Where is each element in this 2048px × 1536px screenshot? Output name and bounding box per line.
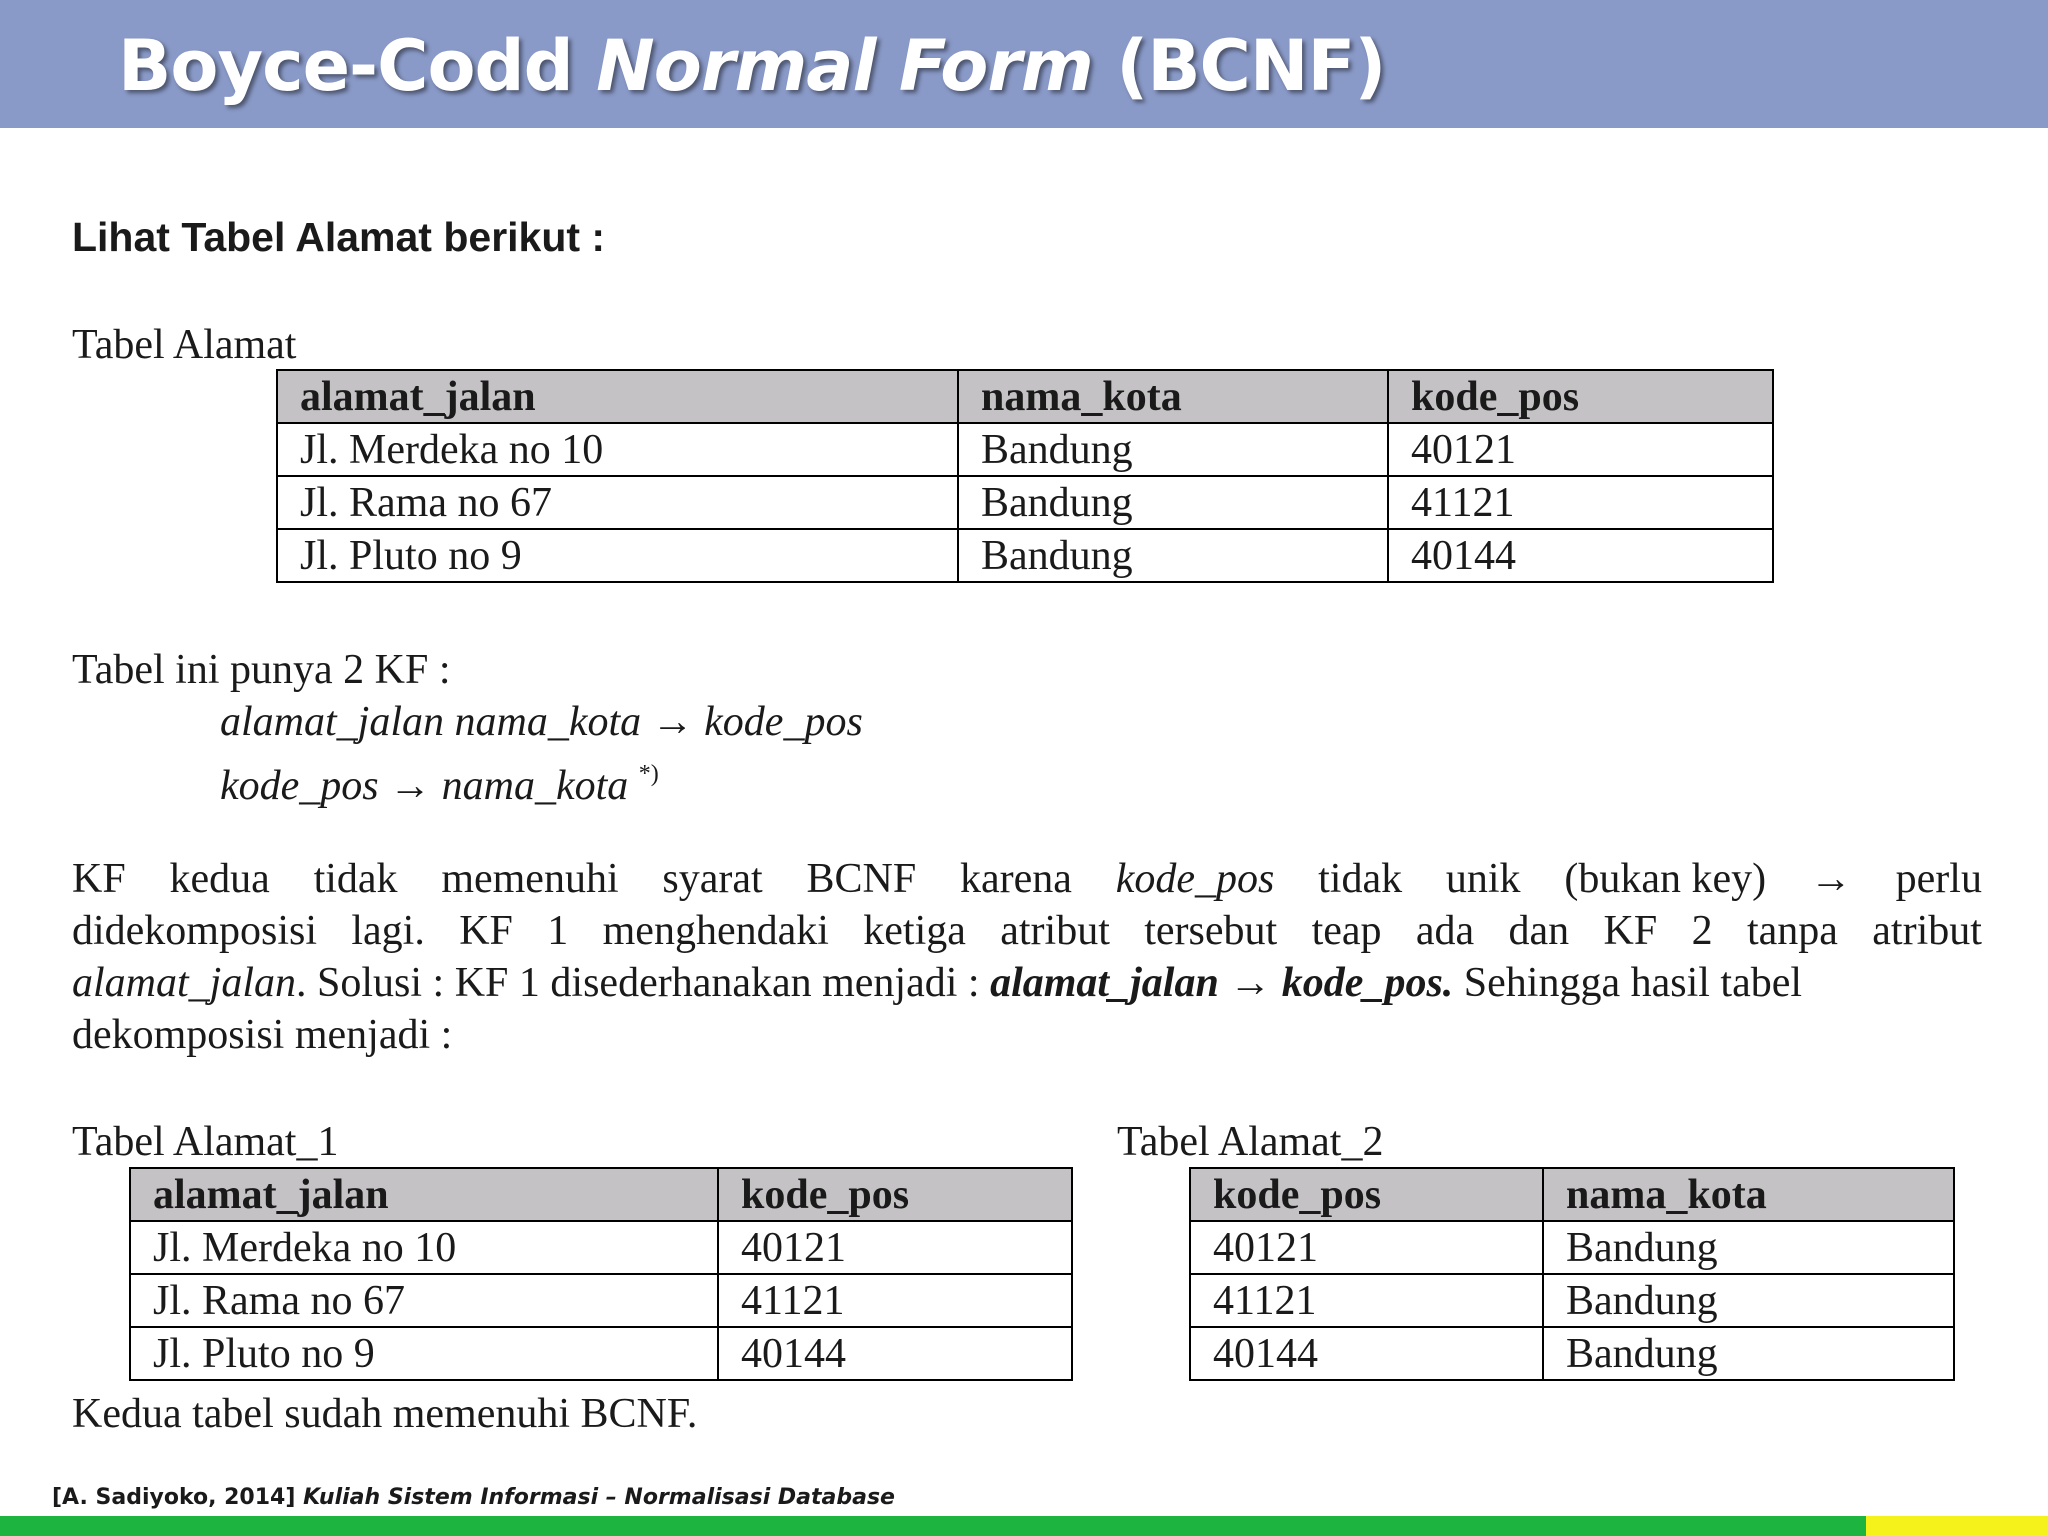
table-alamat-caption: Tabel Alamat xyxy=(72,322,297,368)
table-cell: Jl. Merdeka no 10 xyxy=(277,423,958,476)
word: KF xyxy=(459,908,513,954)
fd-intro: Tabel ini punya 2 KF : xyxy=(72,647,451,693)
arrow-icon: → xyxy=(1809,856,1852,902)
title-italic: Normal Form xyxy=(596,25,1093,107)
fd2-rhs: nama_kota xyxy=(441,763,629,809)
table-header-row xyxy=(1190,1168,1954,1221)
table-alamat-2 xyxy=(1189,1167,1955,1381)
footer-citation xyxy=(52,1483,895,1513)
word: menghendaki xyxy=(602,908,829,954)
table-cell: 40121 xyxy=(1190,1221,1543,1274)
title-part2: (BCNF) xyxy=(1092,25,1386,107)
explanation-line-4: dekomposisi menjadi : xyxy=(72,1012,453,1058)
bold-term: alamat_jalan xyxy=(990,960,1219,1006)
word: KF xyxy=(72,856,126,902)
table-cell: Bandung xyxy=(1543,1221,1954,1274)
word: syarat xyxy=(662,856,763,902)
table-row xyxy=(277,476,1773,529)
word: tidak xyxy=(1318,856,1403,902)
functional-dependency-2 xyxy=(220,748,659,812)
table-alamat-1-caption: Tabel Alamat_1 xyxy=(72,1119,339,1165)
table-cell: 41121 xyxy=(1190,1274,1543,1327)
word: lagi. xyxy=(351,908,425,954)
table-cell: 41121 xyxy=(1388,476,1773,529)
column-header: nama_kota xyxy=(958,370,1388,423)
table-cell: Bandung xyxy=(958,476,1388,529)
column-header: alamat_jalan xyxy=(277,370,958,423)
table-cell: Jl. Pluto no 9 xyxy=(277,529,958,582)
text: . Solusi : KF 1 disederhanakan menjadi : xyxy=(296,960,991,1006)
table-cell: Jl. Rama no 67 xyxy=(277,476,958,529)
column-header: kode_pos xyxy=(1388,370,1773,423)
table-header-row xyxy=(277,370,1773,423)
table-row xyxy=(130,1221,1072,1274)
table-cell: 41121 xyxy=(718,1274,1072,1327)
word: perlu xyxy=(1895,856,1982,902)
explanation-line-3 xyxy=(72,957,1982,1009)
footnote-marker: *) xyxy=(638,761,659,787)
table-cell: Bandung xyxy=(958,423,1388,476)
table-row xyxy=(1190,1327,1954,1380)
table-row xyxy=(1190,1274,1954,1327)
explanation-line-2 xyxy=(72,905,1982,957)
italic-term: alamat_jalan xyxy=(72,960,297,1006)
arrow-icon: → xyxy=(651,699,694,745)
title-part1: Boyce-Codd xyxy=(118,25,597,107)
table-cell: Jl. Pluto no 9 xyxy=(130,1327,718,1380)
table-row xyxy=(1190,1221,1954,1274)
footer-bar-yellow xyxy=(1866,1516,2048,1536)
word: 2 xyxy=(1691,908,1713,954)
word: karena xyxy=(959,856,1072,902)
footer-bar-green xyxy=(0,1516,1866,1536)
table-cell: Jl. Merdeka no 10 xyxy=(130,1221,718,1274)
table-cell: 40121 xyxy=(718,1221,1072,1274)
table-alamat xyxy=(276,369,1774,583)
table-alamat-1 xyxy=(129,1167,1073,1381)
explanation-line-1 xyxy=(72,853,1982,905)
table-row xyxy=(130,1327,1072,1380)
bold-term: kode_pos. xyxy=(1281,960,1454,1006)
table-cell: 40144 xyxy=(1388,529,1773,582)
table-cell: Bandung xyxy=(1543,1327,1954,1380)
text: Sehingga hasil tabel xyxy=(1453,960,1803,1006)
word: 1 xyxy=(547,908,569,954)
subheading: Lihat Tabel Alamat berikut : xyxy=(72,214,606,260)
word: dan xyxy=(1508,908,1570,954)
table-header-row xyxy=(130,1168,1072,1221)
arrow-icon: → xyxy=(389,763,432,809)
word-italic: kode_pos xyxy=(1115,856,1275,902)
column-header: kode_pos xyxy=(1190,1168,1543,1221)
word: tanpa xyxy=(1746,908,1838,954)
word: tidak xyxy=(313,856,398,902)
column-header: nama_kota xyxy=(1543,1168,1954,1221)
word: atribut xyxy=(1000,908,1110,954)
slide-title xyxy=(118,18,1385,114)
table-row xyxy=(277,423,1773,476)
word: atribut xyxy=(1872,908,1982,954)
word: (bukan key) xyxy=(1564,856,1767,902)
table-cell: 40144 xyxy=(1190,1327,1543,1380)
word: unik xyxy=(1445,856,1521,902)
word: tersebut xyxy=(1144,908,1278,954)
fd2-lhs: kode_pos xyxy=(220,763,379,809)
functional-dependency-1 xyxy=(220,696,863,748)
word: didekomposisi xyxy=(72,908,318,954)
table-cell: 40144 xyxy=(718,1327,1072,1380)
table-cell: Bandung xyxy=(1543,1274,1954,1327)
column-header: kode_pos xyxy=(718,1168,1072,1221)
arrow-icon: → xyxy=(1229,960,1272,1006)
conclusion: Kedua tabel sudah memenuhi BCNF. xyxy=(72,1391,698,1437)
table-row xyxy=(277,529,1773,582)
word: ketiga xyxy=(863,908,966,954)
table-alamat-2-caption: Tabel Alamat_2 xyxy=(1117,1119,1384,1165)
word: memenuhi xyxy=(441,856,619,902)
word: KF xyxy=(1603,908,1658,954)
word: teap xyxy=(1311,908,1382,954)
citation-author: [A. Sadiyoko, 2014] xyxy=(52,1485,304,1510)
table-cell: Bandung xyxy=(958,529,1388,582)
word: kedua xyxy=(169,856,270,902)
column-header: alamat_jalan xyxy=(130,1168,718,1221)
fd1-lhs: alamat_jalan nama_kota xyxy=(220,699,642,745)
table-cell: Jl. Rama no 67 xyxy=(130,1274,718,1327)
table-row xyxy=(130,1274,1072,1327)
word: ada xyxy=(1415,908,1475,954)
citation-source: Kuliah Sistem Informasi – Normalisasi Database xyxy=(303,1485,895,1510)
fd1-rhs: kode_pos xyxy=(704,699,863,745)
table-cell: 40121 xyxy=(1388,423,1773,476)
word: BCNF xyxy=(806,856,917,902)
